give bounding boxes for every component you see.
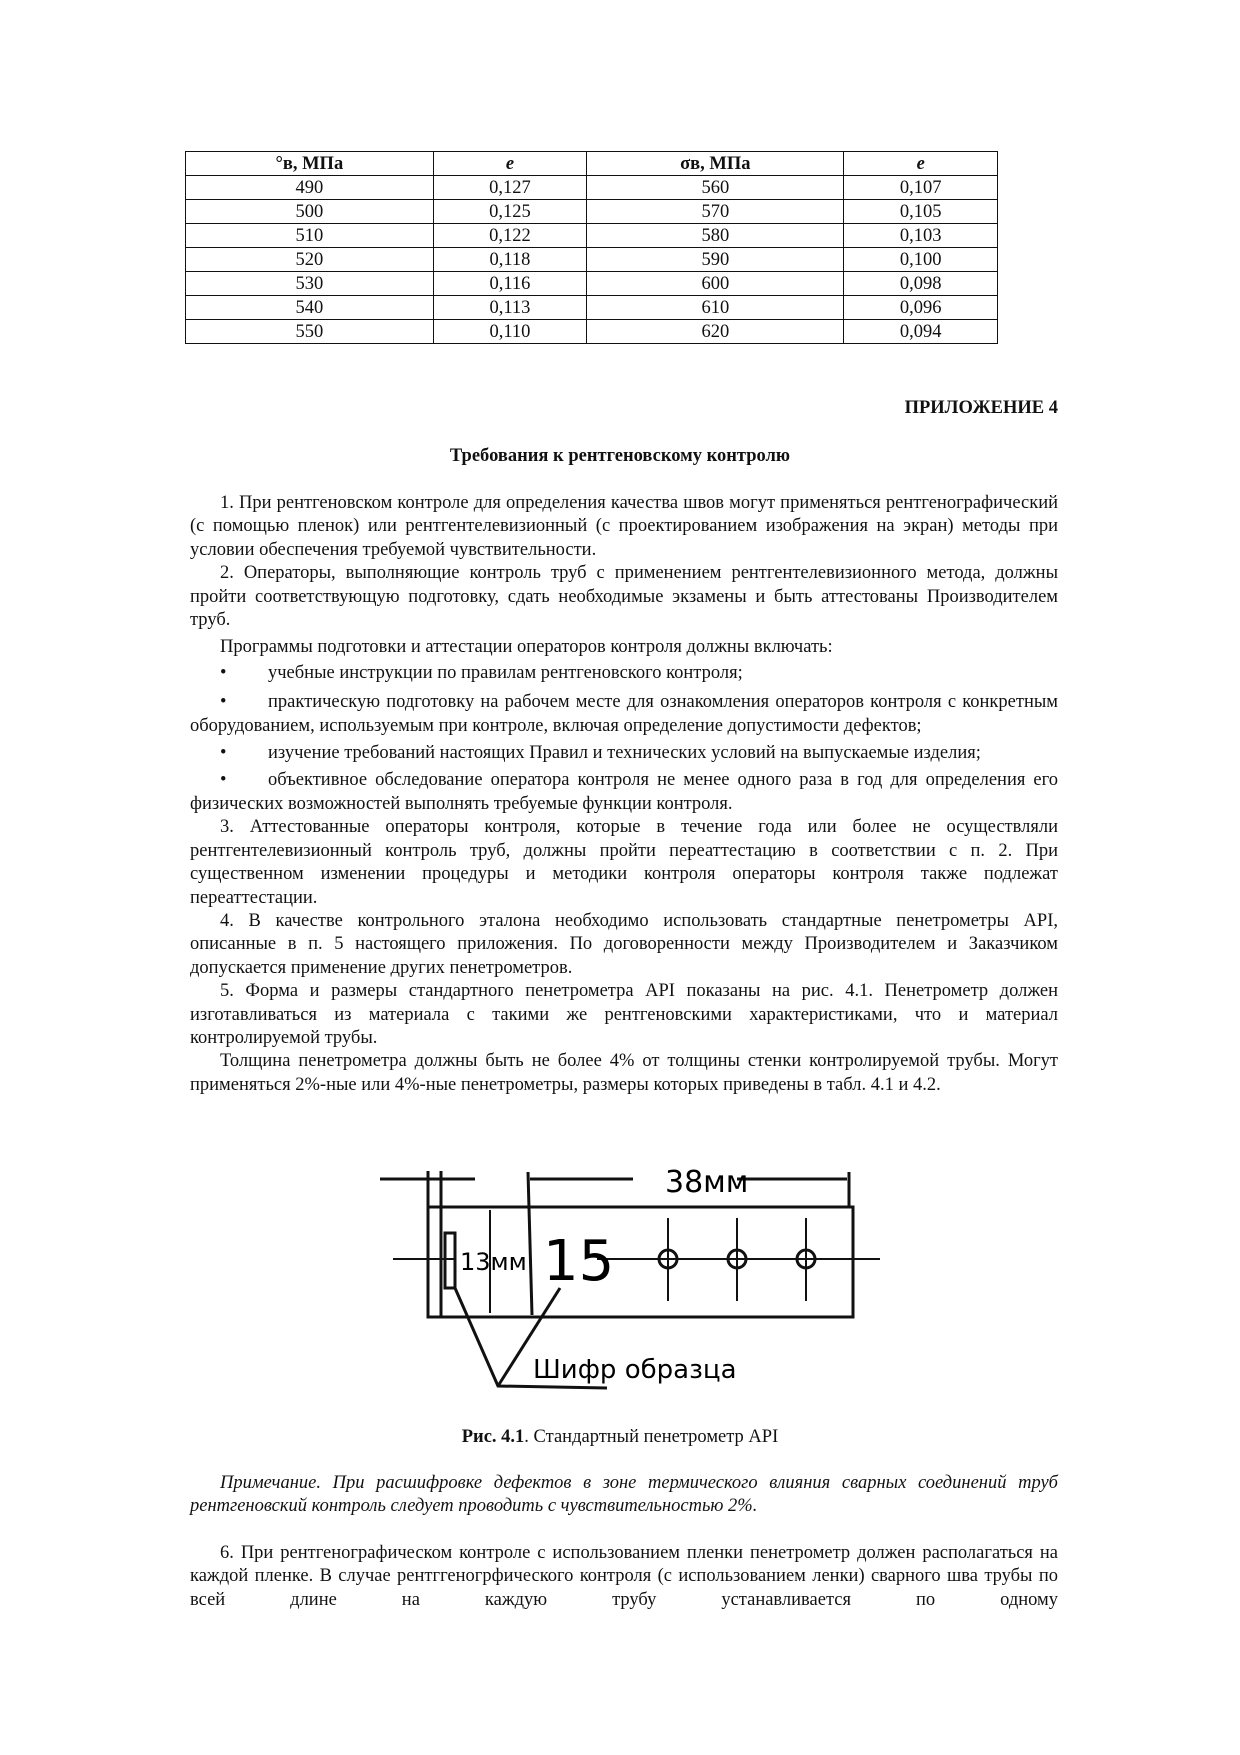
paragraph-5: 5. Форма и размеры стандартного пенетрометра API показаны на рис. 4.1. Пенетрометр должен изготавливаться из материала с такими же рентгеновскими характеристиками, что и материал контролируемой трубы. [190,981,1058,1048]
table-row [186,176,998,200]
dimension-length-label: 38мм [665,1165,749,1200]
table-cell: 0,103 [844,224,998,248]
paragraph-1: 1. При рентгеновском контроле для определения качества швов могут применяться рентгенографический (с помощью пленок) или рентгентелевизионный (с проектированием изображения на экран) методы при условии обеспечения требуемой чувствительности. [190,493,1058,560]
table-cell: 0,098 [844,272,998,296]
table-cell: 540 [186,296,434,320]
paragraph-programs: Программы подготовки и аттестации операторов контроля должны включать: [220,637,833,658]
table-cell: 560 [587,176,844,200]
sample-code-number: 15 [543,1229,615,1294]
sample-code-label: Шифр образца [533,1355,737,1385]
table-cell: 0,105 [844,200,998,224]
table-cell: 0,110 [433,320,587,344]
table-cell: 0,096 [844,296,998,320]
body-text-top [190,492,1058,1097]
bullet-item: • объективное обследование оператора контроля не менее одного раза в год для определения его физических возможностей выполнять требуемые функции контроля. [190,770,1058,814]
paragraph-thickness: Толщина пенетрометра должны быть не более 4% от толщины стенки контролируемой трубы. Могут применяться 2%-ные или 4%-ные пенетрометры, размеры которых приведены в табл. 4.1 и 4.2. [190,1051,1058,1095]
table-cell: 530 [186,272,434,296]
table-cell: 0,107 [844,176,998,200]
table-cell: 0,125 [433,200,587,224]
figure-caption [0,1427,1240,1448]
bullet-icon: • [220,770,227,791]
note [190,1472,1058,1519]
table-cell: 0,100 [844,248,998,272]
header-sigma-2: σв, МПа [587,152,844,176]
paragraph-2: 2. Операторы, выполняющие контроль труб с применением рентгентелевизионного метода, должны пройти соответствующую подготовку, сдать необходимые экзамены и быть аттестованы Производителем труб. [190,563,1058,631]
table-cell: 590 [587,248,844,272]
bullet-item: • практическую подготовку на рабочем месте для ознакомления операторов контроля с конкретным оборудованием, используемым при контроле, включая определение допустимости дефектов; [190,692,1058,736]
bullet-item: • учебные инструкции по правилам рентгеновского контроля; [190,662,1058,685]
header-sigma-1: °в, МПа [186,152,434,176]
penetrometer-figure [375,1158,895,1403]
bullet-icon: • [220,743,227,764]
figure-caption-number: Рис. 4.1 [461,1427,525,1447]
bullet-item: • изучение требований настоящих Правил и технических условий на выпускаемые изделия; [190,742,1058,765]
table-row [186,272,998,296]
table-cell: 610 [587,296,844,320]
table-cell: 510 [186,224,434,248]
table-cell: 0,113 [433,296,587,320]
paragraph-3: 3. Аттестованные операторы контроля, которые в течение года или более не осуществляли рентгентелевизионный контроль труб, должны пройти переаттестацию в соответствии с п. 2. При существенном изменении процедуры и методики контроля операторы контроля также подлежат переаттестации. [190,817,1058,908]
table-header-row [186,152,998,176]
table-row [186,200,998,224]
stress-coefficient-table [185,151,998,344]
table-cell: 0,094 [844,320,998,344]
table-cell: 580 [587,224,844,248]
table-cell: 600 [587,272,844,296]
table-row [186,224,998,248]
table-cell: 490 [186,176,434,200]
table-row [186,296,998,320]
table-row [186,320,998,344]
table-cell: 0,122 [433,224,587,248]
body-text-bottom [190,1542,1058,1612]
table-cell: 0,118 [433,248,587,272]
header-e-2: e [844,152,998,176]
dimension-height-label: 13мм [460,1248,527,1276]
table-cell: 0,116 [433,272,587,296]
bullet-icon: • [220,692,227,713]
table-cell: 500 [186,200,434,224]
table-cell: 570 [587,200,844,224]
bullet-icon: • [220,662,227,683]
table-cell: 520 [186,248,434,272]
figure-caption-text: . Стандартный пенетрометр API [524,1427,779,1447]
note-text: Примечание. При расшифровке дефектов в зоне термического влияния сварных соединений труб рентгеновский контроль следует проводить с чувствительностью 2%. [190,1473,1058,1517]
table-cell: 620 [587,320,844,344]
paragraph-4: 4. В качестве контрольного эталона необходимо использовать стандартные пенетрометры API, описанные в п. 5 настоящего приложения. По договоренности между Производителем и Заказчиком допускается применение других пенетрометров. [190,910,1058,978]
table-row [186,248,998,272]
section-title: Требования к рентгеновскому контролю [449,446,791,466]
appendix-label: ПРИЛОЖЕНИЕ 4 [904,398,1058,418]
table-cell: 550 [186,320,434,344]
table-cell: 0,127 [433,176,587,200]
paragraph-6: 6. При рентгенографическом контроле с использованием пленки пенетрометр должен располагаться на каждой пленке. В случае рентггеногрфического контроля (с использованием ленки) сварного шва трубы по всей длине на каждую трубу устанавливается по одному [190,1543,1058,1610]
header-e-1: e [433,152,587,176]
